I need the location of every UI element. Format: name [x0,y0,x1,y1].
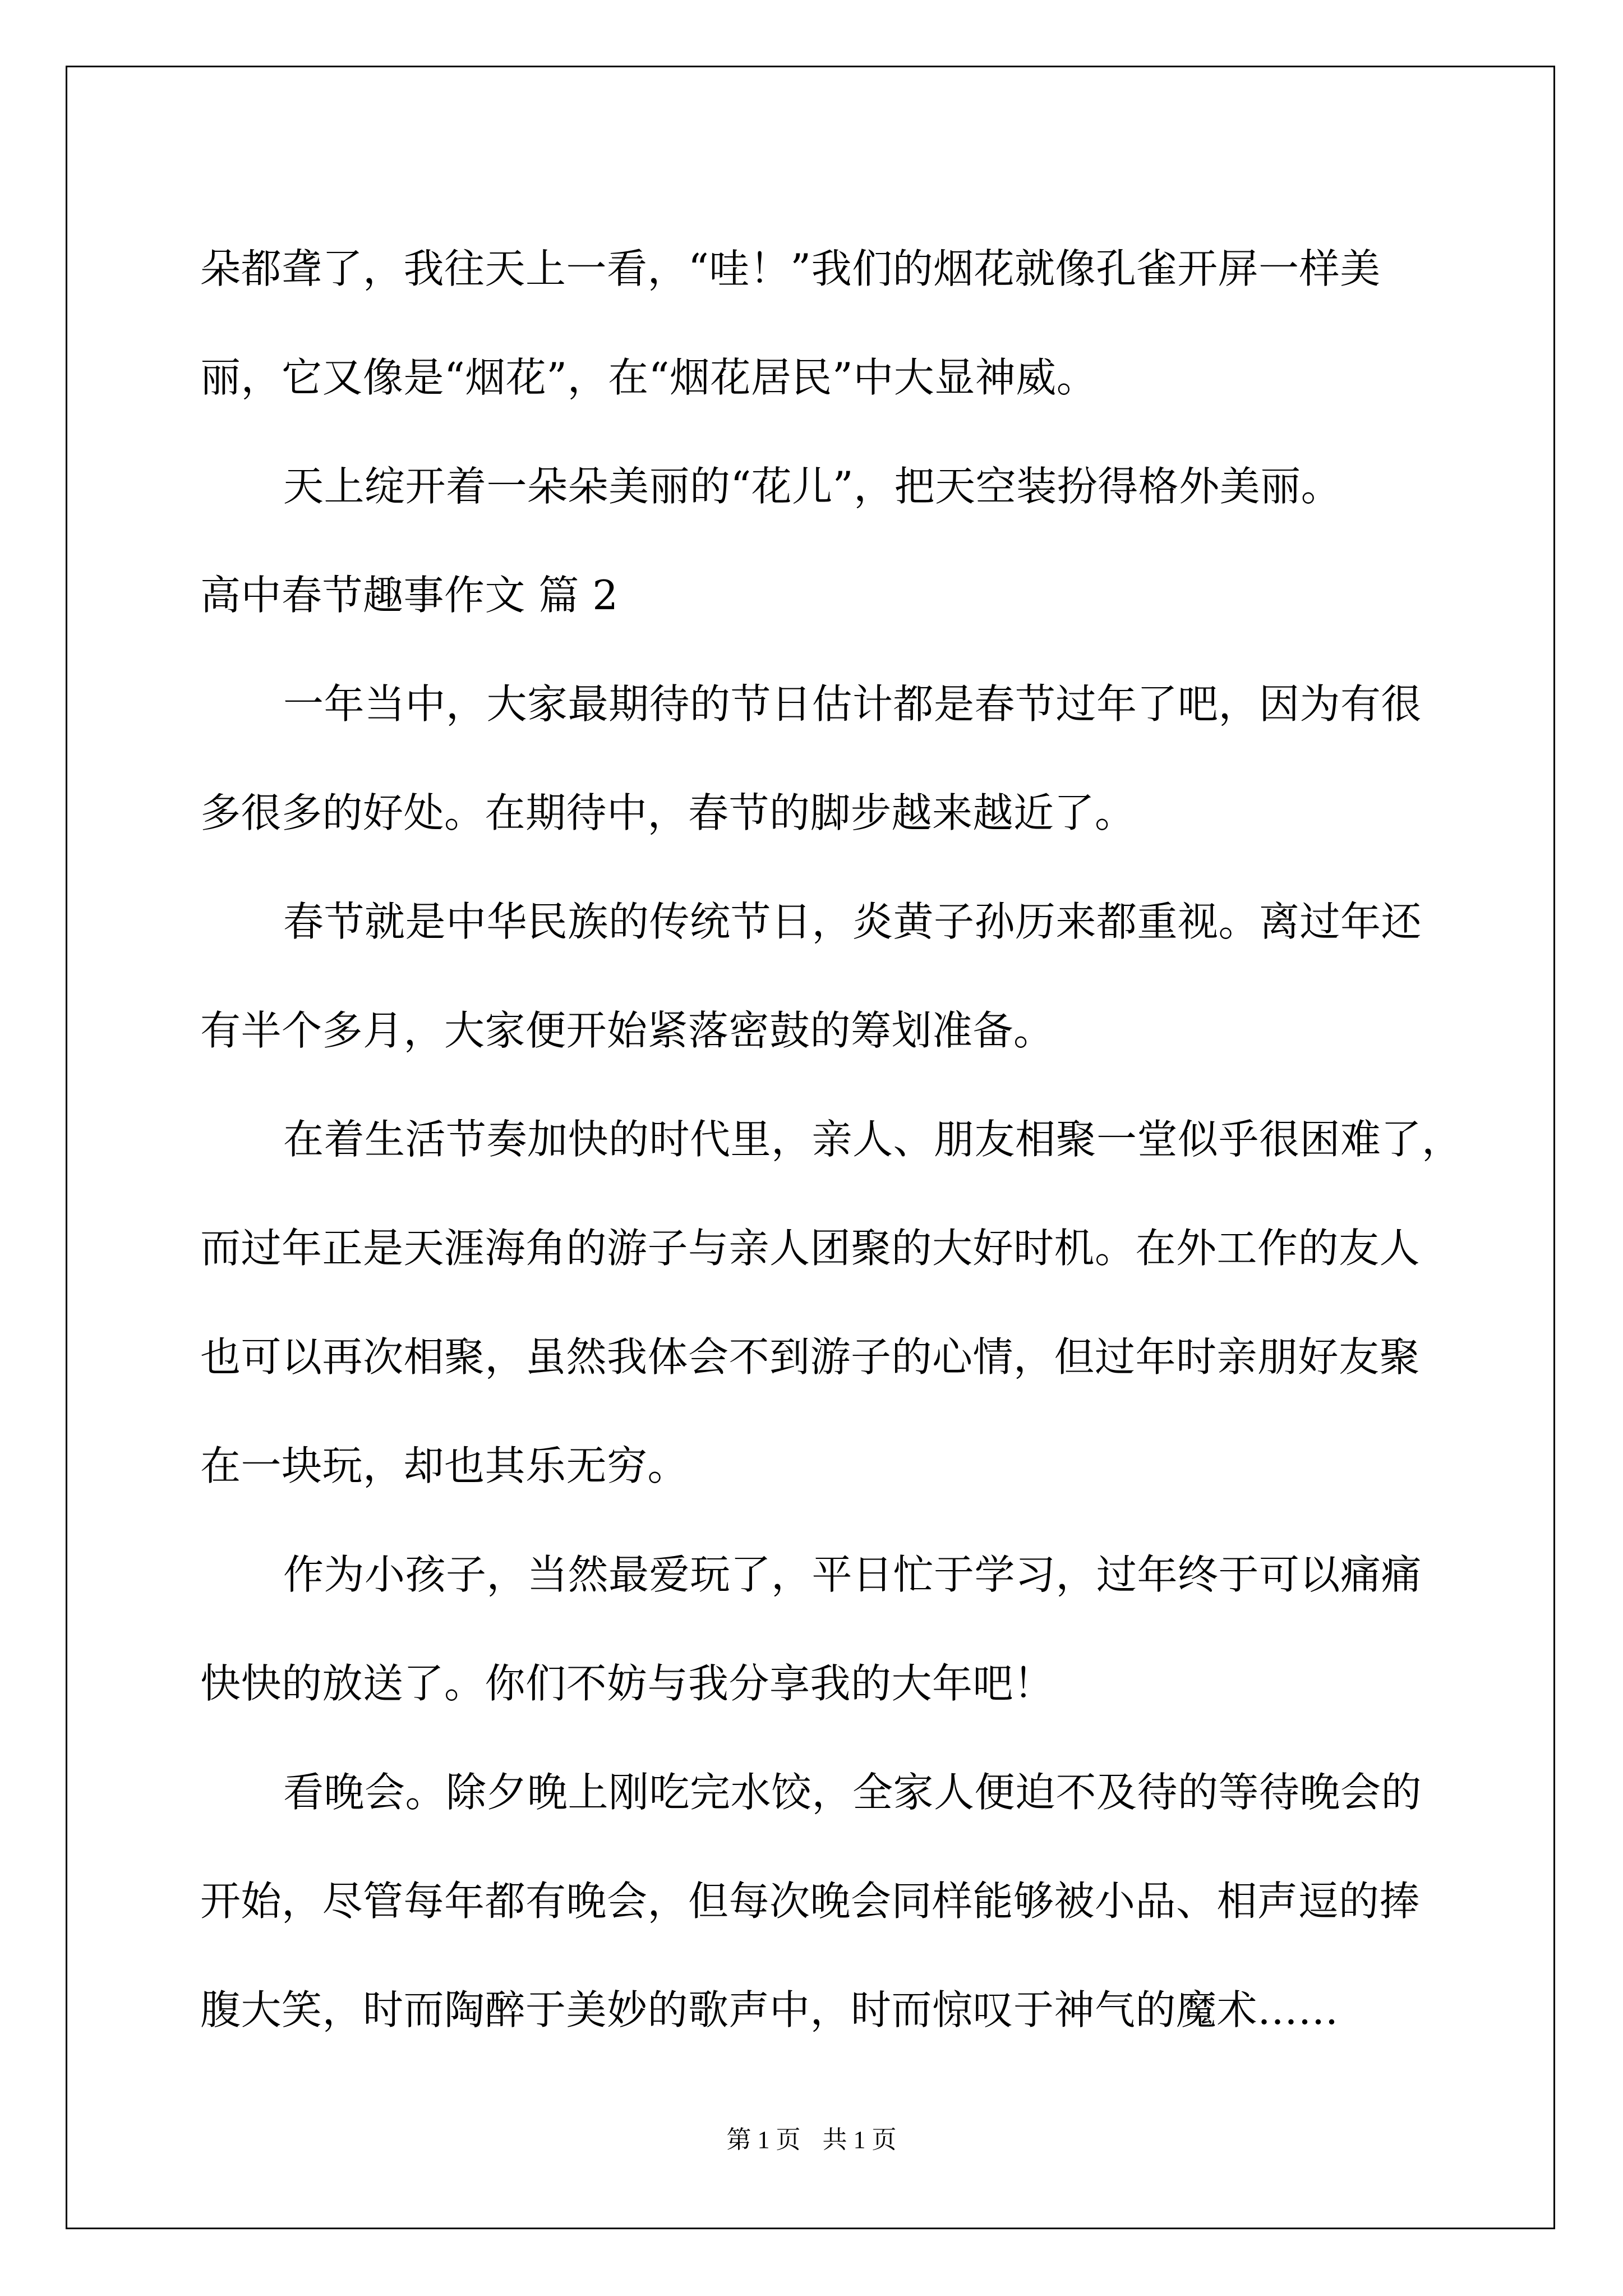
paragraph-line: 看晚会。除夕晚上刚吃完水饺，全家人便迫不及待的等待晚会的 [283,1769,1422,1816]
paragraph-line: 在一块玩，却也其乐无穷。 [200,1442,689,1489]
paragraph-line: 也可以再次相聚，虽然我体会不到游子的心情，但过年时亲朋好友聚 [200,1333,1421,1381]
paragraph-line: 春节就是中华民族的传统节日，炎黄子孙历来都重视。离过年还 [283,898,1422,945]
paragraph-line: 开始，尽管每年都有晚会，但每次晚会同样能够被小品、相声逗的捧 [200,1878,1421,1925]
paragraph-line: 天上绽开着一朵朵美丽的“花儿”，把天空装扮得格外美丽。 [283,463,1342,510]
paragraph-line: 在着生活节奏加快的时代里，亲人、朋友相聚一堂似乎很困难了， [283,1116,1463,1163]
document-body [200,214,1463,2064]
paragraph-line: 一年当中，大家最期待的节日估计都是春节过年了吧，因为有很 [283,680,1422,728]
paragraph-line: 丽，它又像是“烟花”，在“烟花居民”中大显神威。 [200,354,1098,401]
section-heading: 高中春节趣事作文 篇 2 [200,572,619,619]
paragraph-line: 作为小孩子，当然最爱玩了，平日忙于学习，过年终于可以痛痛 [283,1551,1422,1598]
page-number: 第 1 页 [726,2126,801,2154]
page-total: 共 1 页 [822,2126,897,2154]
paragraph-line: 腹大笑，时而陶醉于美妙的歌声中，时而惊叹于神气的魔术…… [200,1986,1339,2033]
paragraph-line: 多很多的好处。在期待中，春节的脚步越来越近了。 [200,789,1136,836]
paragraph-line: 朵都聋了，我往天上一看，“哇！”我们的烟花就像孔雀开屏一样美 [200,245,1381,292]
paragraph-line: 而过年正是天涯海角的游子与亲人团聚的大好时机。在外工作的友人 [200,1225,1421,1272]
paragraph-line: 快快的放送了。你们不妨与我分享我的大年吧！ [200,1660,1054,1707]
paragraph-line: 有半个多月，大家便开始紧落密鼓的筹划准备。 [200,1007,1054,1054]
page-footer [0,2123,1623,2157]
